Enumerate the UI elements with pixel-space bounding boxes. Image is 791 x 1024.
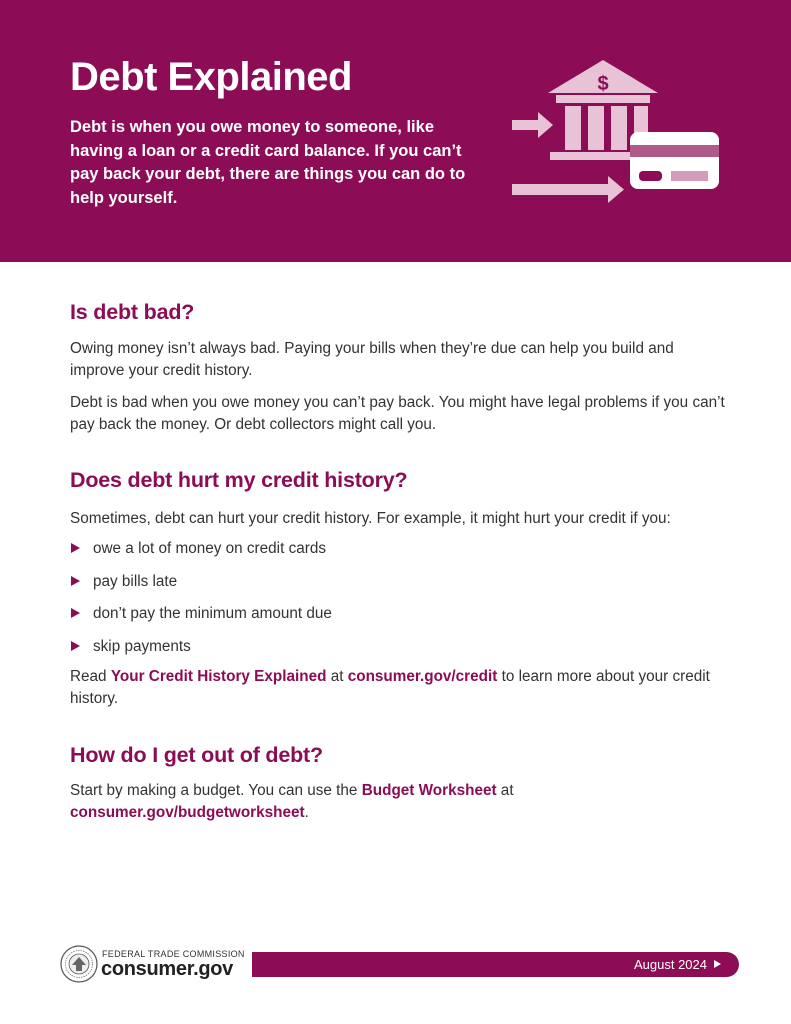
footer-bar — [252, 952, 739, 977]
bank-credit-card-illustration — [508, 55, 728, 210]
arrow-right-icon — [512, 112, 553, 138]
list-item — [70, 636, 332, 669]
budget-worksheet-link[interactable]: Budget Worksheet — [361, 782, 497, 799]
triangle-bullet-icon — [71, 608, 80, 618]
text-segment: Read — [70, 668, 111, 685]
paragraph: Sometimes, debt can hurt your credit history. For example, it might hurt your credit if you: — [70, 510, 671, 527]
section-heading-get-out-of-debt: How do I get out of debt? — [70, 743, 323, 767]
list-item-text: owe a lot of money on credit cards — [93, 540, 326, 557]
budget-paragraph — [70, 780, 730, 823]
list-item — [70, 603, 332, 636]
triangle-bullet-icon — [71, 543, 80, 553]
text-segment: at — [496, 782, 514, 799]
dollar-sign-icon: $ — [597, 73, 609, 95]
paragraph: Owing money isn’t always bad. Paying your bills when they’re due can help you build and improve your credit history. — [70, 340, 674, 379]
consumer-gov-credit-link[interactable]: consumer.gov/credit — [347, 668, 498, 685]
ftc-seal-icon — [60, 945, 98, 983]
text-segment: . — [304, 803, 309, 821]
list-item — [70, 571, 332, 604]
list-item-text: pay bills late — [93, 572, 178, 590]
bullet-list — [70, 538, 332, 668]
list-item-text: skip payments — [93, 637, 191, 655]
list-item — [70, 538, 332, 571]
header-banner — [0, 0, 791, 262]
credit-history-explained-link[interactable]: Your Credit History Explained — [110, 668, 327, 685]
ftc-label: FEDERAL TRADE COMMISSION — [102, 949, 245, 959]
triangle-bullet-icon — [71, 576, 80, 586]
section-heading-is-debt-bad: Is debt bad? — [70, 300, 195, 324]
text-segment: Start by making a budget. You can use the — [70, 782, 362, 799]
text-segment: at — [326, 668, 348, 685]
page-title: Debt Explained — [70, 55, 352, 99]
credit-card-icon — [630, 132, 719, 189]
consumer-gov-logo[interactable]: consumer.gov — [101, 958, 233, 980]
arrow-right-icon — [512, 176, 624, 203]
read-more-paragraph — [70, 666, 730, 709]
text-segment: to learn more about your credit history. — [70, 668, 710, 707]
paragraph: Debt is bad when you owe money you can’t pay back. You might have legal problems if you can’t pay back the money. Or debt collectors might call you. — [70, 394, 725, 433]
triangle-bullet-icon — [71, 641, 80, 651]
play-arrow-icon — [714, 960, 721, 968]
publication-date: August 2024 — [633, 957, 707, 972]
intro-text: Debt is when you owe money to someone, like having a loan or a credit card balance. If you can’t pay back your debt, there are things you can do to help yourself. — [70, 118, 466, 207]
list-item-text: don’t pay the minimum amount due — [93, 605, 332, 622]
section-heading-credit-history: Does debt hurt my credit history? — [70, 468, 408, 492]
budget-worksheet-url-link[interactable]: consumer.gov/budgetworksheet — [70, 803, 305, 821]
